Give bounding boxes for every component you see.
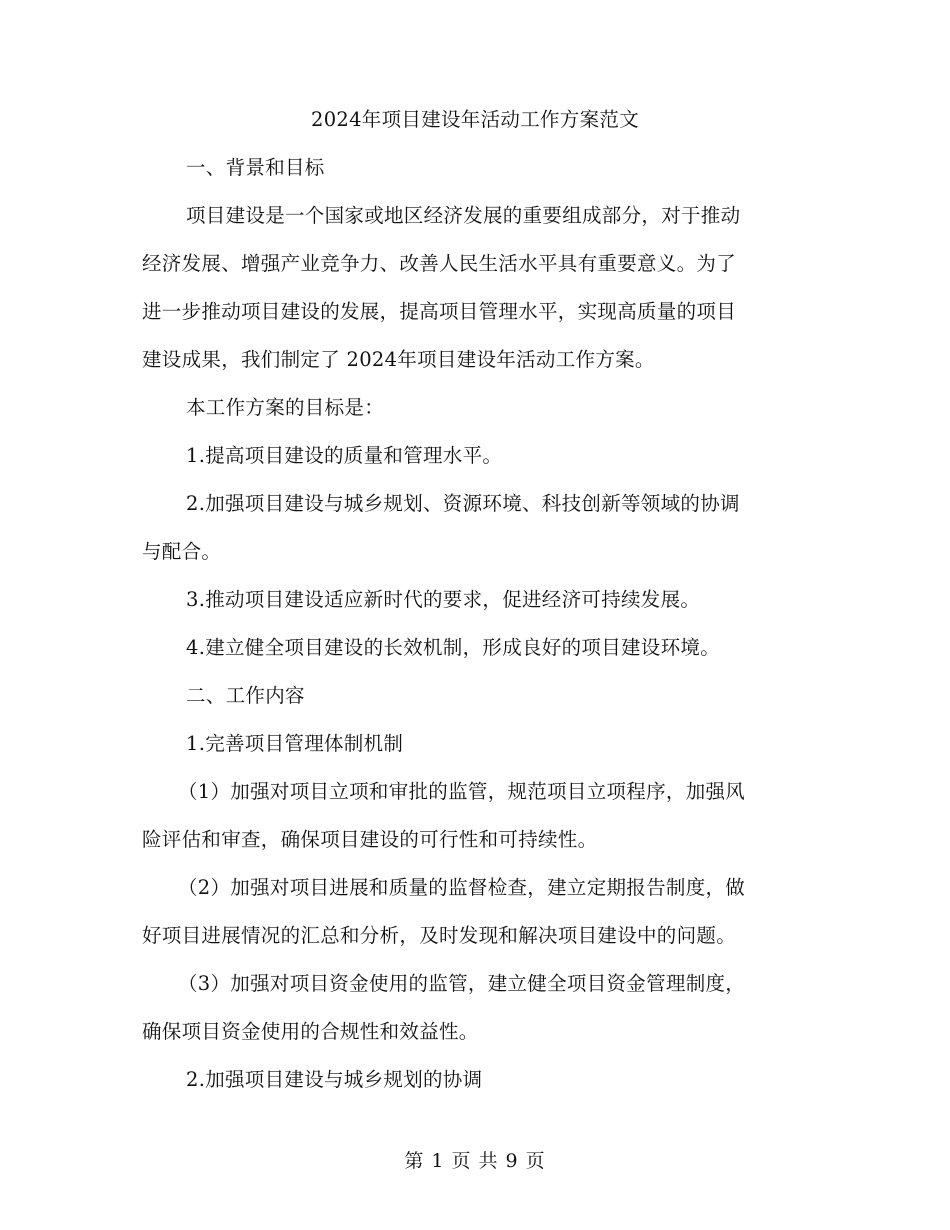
paragraph-line: 险评估和审查，确保项目建设的可行性和可持续性。 — [142, 828, 598, 851]
paragraph-line: 确保项目资金使用的合规性和效益性。 — [142, 1020, 479, 1043]
paragraph-line: 好项目进展情况的汇总和分析，及时发现和解决项目建设中的问题。 — [142, 924, 737, 947]
section-heading: 一、背景和目标 — [186, 156, 325, 179]
section-heading: 二、工作内容 — [186, 684, 305, 707]
list-item: 3.推动项目建设适应新时代的要求，促进经济可持续发展。 — [186, 588, 701, 611]
document-title: 2024年项目建设年活动工作方案范文 — [310, 108, 640, 131]
subsection-heading: 2.加强项目建设与城乡规划的协调 — [186, 1068, 483, 1091]
list-item: 2.加强项目建设与城乡规划、资源环境、科技创新等领域的协调 — [186, 492, 740, 515]
paragraph-line: 经济发展、增强产业竞争力、改善人民生活水平具有重要意义。为了 — [142, 252, 737, 275]
page-number: 第 1 页 共 9 页 — [404, 1150, 546, 1172]
paragraph-line: 项目建设是一个国家或地区经济发展的重要组成部分，对于推动 — [186, 204, 741, 227]
paragraph-line: （2）加强对项目进展和质量的监督检查，建立定期报告制度，做 — [178, 876, 746, 899]
list-item: 4.建立健全项目建设的长效机制，形成良好的项目建设环境。 — [186, 636, 721, 659]
paragraph-line: 本工作方案的目标是： — [186, 396, 385, 419]
subsection-heading: 1.完善项目管理体制机制 — [186, 732, 404, 755]
paragraph-line: 进一步推动项目建设的发展，提高项目管理水平，实现高质量的项目 — [142, 300, 737, 323]
list-item: 1.提高项目建设的质量和管理水平。 — [186, 444, 503, 467]
list-item-continuation: 与配合。 — [142, 540, 222, 563]
paragraph-line: （1）加强对项目立项和审批的监管，规范项目立项程序，加强风 — [178, 780, 746, 803]
paragraph-line: （3）加强对项目资金使用的监管，建立健全项目资金管理制度， — [178, 972, 746, 995]
paragraph-line: 建设成果，我们制定了 2024年项目建设年活动工作方案。 — [142, 348, 655, 371]
